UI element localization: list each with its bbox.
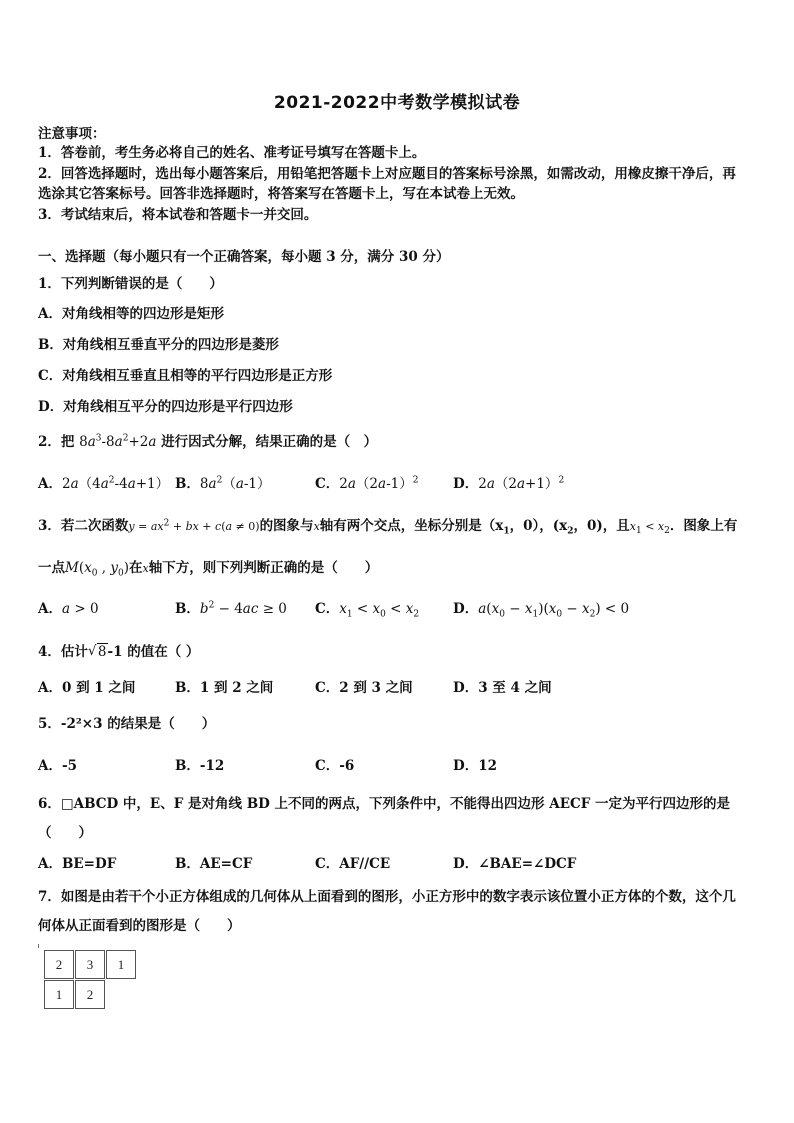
q5-option-b: B．-12 [175, 758, 225, 774]
q5-option-a: A．-5 [38, 758, 77, 774]
q4-option-c: C．2 到 3 之间 [315, 680, 413, 696]
notice-item-3: 3．考试结束后，将本试卷和答题卡一并交回。 [38, 207, 318, 223]
q3-option-c: C．$x_1 < x_0 < x_2$ [315, 601, 420, 620]
grid-cell: 2 [44, 950, 74, 979]
notice-heading: 注意事项： [38, 126, 106, 142]
q6-stem-cont: （ ） [38, 825, 92, 841]
grid-cell: 3 [75, 950, 105, 979]
q2-expression: $8a^3-8a^2+2a$ [79, 433, 157, 450]
figure-corner-mark [38, 944, 43, 948]
q4-option-a: A．0 到 1 之间 [38, 680, 136, 696]
q3-option-a: A．a > 0 [38, 601, 99, 617]
q3-option-d: D．$a(x_0 - x_1)(x_0 - x_2) < 0$ [453, 601, 630, 620]
q4-option-d: D．3 至 4 之间 [453, 680, 552, 696]
q5-stem: 5．-2²×3 的结果是（ ） [38, 716, 216, 732]
q6-option-c: C．AF//CE [315, 856, 391, 872]
q7-stem: 7．如图是由若干个小正方体组成的几何体从上面看到的图形，小正方形中的数字表示该位置小正方体的个数，这个几 [38, 889, 736, 905]
q1-option-b: B．对角线相互垂直平分的四边形是菱形 [38, 337, 279, 353]
q2-option-b: B．$8a^2(a-1)$ [175, 475, 271, 492]
q2-option-a: A．$2a(4a^2-4a+1)$ [38, 475, 170, 492]
q2-stem [38, 430, 377, 450]
q1-option-a: A．对角线相等的四边形是矩形 [38, 306, 224, 322]
q3-stem-line2: 一点$M(x_0$ , $y_0$)在x轴下方，则下列判断正确的是（ ） [38, 560, 379, 579]
sqrt-symbol: √ 8 [87, 643, 107, 660]
q6-option-a: A．BE=DF [38, 856, 117, 872]
q2-stem-prefix: 2．把 [38, 434, 80, 450]
q1-stem: 1．下列判断错误的是（ ） [38, 276, 223, 292]
q6-option-b: B．AE=CF [175, 856, 253, 872]
notice-item-2: 2．回答选择题时，选出每小题答案后，用铅笔把答题卡上对应题目的答案标号涂黑，如需改动，用橡皮擦干净后，再 [38, 166, 736, 182]
q3-option-b: B．$b^2 - 4ac \ge 0$ [175, 600, 287, 617]
q4-option-b: B．1 到 2 之间 [175, 680, 274, 696]
q5-option-c: C．-6 [315, 758, 355, 774]
grid-cell: 1 [106, 950, 136, 979]
q1-option-d: D．对角线相互平分的四边形是平行四边形 [38, 399, 293, 415]
q2-option-d: D．$2a(2a+1)^2$ [453, 475, 565, 492]
q2-stem-suffix: 进行因式分解，结果正确的是（ ） [156, 434, 378, 450]
q1-option-c: C．对角线相互垂直且相等的平行四边形是正方形 [38, 368, 333, 384]
section-heading: 一、选择题（每小题只有一个正确答案，每小题 3 分，满分 30 分） [38, 249, 450, 265]
q3-stem-line1: 3．若二次函数$y = ax^2$ + bx + c(a ≠ 0)的图象与x轴有两个交点，坐标分别是（$x_1$，0），($x_2$，0)，且$x_1 < x_2$．图象上有 [38, 518, 738, 537]
page-title: 2021-2022中考数学模拟试卷 [273, 93, 521, 113]
q5-option-d: D．12 [453, 758, 497, 774]
q6-stem: 6．□ABCD 中，E、F 是对角线 BD 上不同的两点，下列条件中，不能得出四边形 AECF 一定为平行四边形的是 [38, 796, 731, 812]
grid-cell: 1 [44, 980, 74, 1009]
q6-option-d: D．∠BAE=∠DCF [453, 856, 577, 872]
q7-stem-cont: 何体从正面看到的图形是（ ） [38, 918, 241, 934]
grid-cell: 2 [75, 980, 105, 1009]
q2-option-c: C．$2a(2a-1)^2$ [315, 475, 419, 492]
notice-item-1: 1．答卷前，考生务必将自己的姓名、准考证号填写在答题卡上。 [38, 145, 426, 161]
notice-item-2-cont: 选涂其它答案标号。回答非选择题时，将答案写在答题卡上，写在本试卷上无效。 [38, 186, 524, 202]
q4-stem: 4．估计 √ 8-1 的值在（ ） [38, 643, 200, 660]
